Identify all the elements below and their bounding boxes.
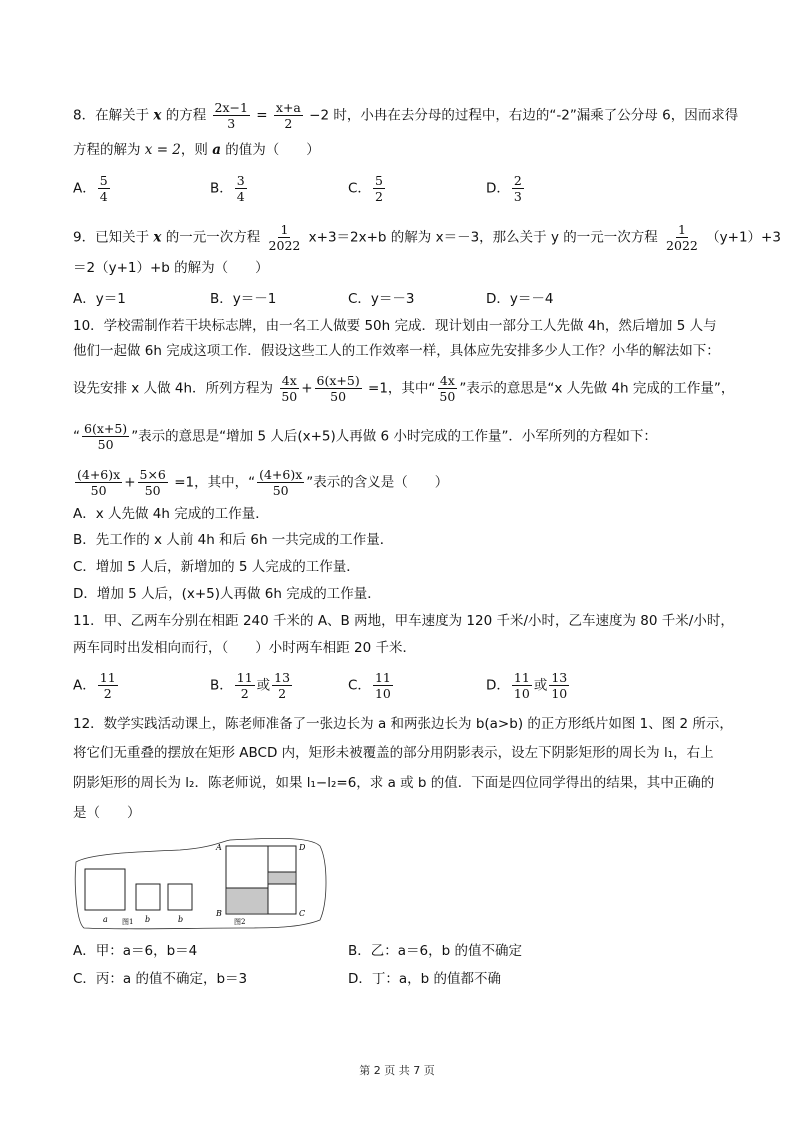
q11-option-a: A． $\frac{11}{2}$: [73, 670, 116, 701]
q10-line3: 设先安排 x 人做 4h．所列方程为 $\frac{4x}{50}$ + $\frac{6(x+5)}{50}$ =1，其中“ $\frac{4x}{50}$ ”表示的意思是“x 人先做 4h 完成的工作量”，: [73, 373, 735, 404]
label-b1: b: [145, 915, 151, 924]
q8-line2: 方程的解为 x = 2，则 a 的值为（ ）: [73, 142, 320, 158]
q12-line4: 是（ ）: [73, 805, 141, 821]
big-square: [226, 846, 268, 888]
label-B: B: [216, 909, 222, 918]
q11-option-b: B． $\frac{11}{2}$ 或 $\frac{13}{2}$: [210, 670, 291, 701]
q10-option-a: A．x 人先做 4h 完成的工作量．: [73, 506, 269, 522]
q9-option-b: B．y＝－1: [210, 291, 277, 307]
q11-option-c: C． $\frac{11}{10}$: [348, 670, 391, 701]
square-b2: [168, 884, 192, 910]
q12-option-a: A．甲：a＝6，b＝4: [73, 943, 198, 959]
shade-bottom-left: [226, 888, 268, 914]
shade-top-right: [268, 872, 296, 884]
q12-line1: 12．数学实践活动课上，陈老师准备了一张边长为 a 和两张边长为 b(a>b) 的正方形纸片如图 1、图 2 所示，: [73, 716, 733, 732]
q12-option-b: B．乙：a＝6，b 的值不确定: [348, 943, 522, 959]
page-footer: 第 2 页 共 7 页: [359, 1064, 435, 1077]
label-C: C: [299, 909, 306, 918]
q10-line4: “ $\frac{6(x+5)}{50}$ ”表示的意思是“增加 5 人后(x+5)人再做 6 小时完成的工作量”．小军所列的方程如下：: [73, 421, 657, 452]
square-a: [85, 869, 125, 910]
q9-line1: 9．已知关于 x 的一元一次方程 $\frac{1}{2022}$ x+3＝2x+b 的解为 x＝－3，那么关于 y 的一元一次方程 $\frac{1}{2022}$ （y+1）+3: [73, 222, 781, 253]
q11-option-d: D． $\frac{11}{10}$ 或 $\frac{13}{10}$: [486, 670, 568, 701]
q12-line3: 阴影矩形的周长为 l₂．陈老师说，如果 l₁−l₂=6，求 a 或 b 的值．下面是四位同学得出的结果，其中正确的: [73, 775, 715, 791]
q9-option-d: D．y＝－4: [486, 291, 554, 307]
small-square-1: [268, 846, 296, 872]
label-a: a: [103, 915, 108, 924]
q8-option-d: D． $\frac{2}{3}$: [486, 173, 522, 204]
q12-line2: 将它们无重叠的摆放在矩形 ABCD 内，矩形未被覆盖的部分用阴影表示，设左下阴影矩形的周长为 l₁，右上: [73, 745, 714, 761]
label-fig1: 图1: [122, 918, 134, 926]
q12-figure: [70, 832, 332, 932]
fraction: $\frac{2x-1}{3}$: [214, 100, 248, 131]
label-b2: b: [178, 915, 184, 924]
q10-line2: 他们一起做 6h 完成这项工作．假设这些工人的工作效率一样，具体应先安排多少人工作？小华的解法如下：: [73, 343, 720, 359]
q8-option-a: A． $\frac{5}{4}$: [73, 173, 108, 204]
label-D: D: [299, 843, 306, 852]
small-square-2: [268, 884, 296, 914]
q9-line2: ＝2（y+1）+b 的解为（ ）: [73, 260, 269, 276]
q11-line1: 11．甲、乙两车分别在相距 240 千米的 A、B 两地，甲车速度为 120 千米/小时，乙车速度为 80 千米/小时，: [73, 613, 734, 629]
q12-option-d: D．丁：a，b 的值都不确: [348, 971, 502, 987]
q10-line5: $\frac{(4+6)x}{50}$ + $\frac{5\times 6}{50}$ =1，其中，“ $\frac{(4+6)x}{50}$ ”表示的含义是（ ）: [77, 467, 449, 498]
q8-option-c: C． $\frac{5}{2}$: [348, 173, 383, 204]
q10-line1: 10．学校需制作若干块标志牌，由一名工人做要 50h 完成．现计划由一部分工人先做 4h，然后增加 5 人与: [73, 318, 717, 334]
q9-option-c: C．y＝－3: [348, 291, 415, 307]
q8-option-b: B． $\frac{3}{4}$: [210, 173, 245, 204]
q10-option-d: D．增加 5 人后，(x+5)人再做 6h 完成的工作量．: [73, 586, 381, 602]
q10-option-c: C．增加 5 人后，新增加的 5 人完成的工作量．: [73, 559, 360, 575]
q10-option-b: B．先工作的 x 人前 4h 和后 6h 一共完成的工作量．: [73, 532, 394, 548]
q12-option-c: C．丙：a 的值不确定，b＝3: [73, 971, 248, 987]
q11-line2: 两车同时出发相向而行，（ ）小时两车相距 20 千米．: [73, 640, 417, 656]
q9-option-a: A．y＝1: [73, 291, 126, 307]
label-fig2: 图2: [234, 918, 246, 926]
fraction: $\frac{x+a}{2}$: [275, 100, 301, 131]
square-b1: [136, 884, 160, 910]
q8-line1: 8．在解关于 x 的方程 $\frac{2x-1}{3}$ = $\frac{x+a}{2}$ −2 时，小冉在去分母的过程中，右边的“-2”漏乘了公分母 6，因而求得: [73, 100, 739, 131]
label-A: A: [216, 843, 222, 852]
